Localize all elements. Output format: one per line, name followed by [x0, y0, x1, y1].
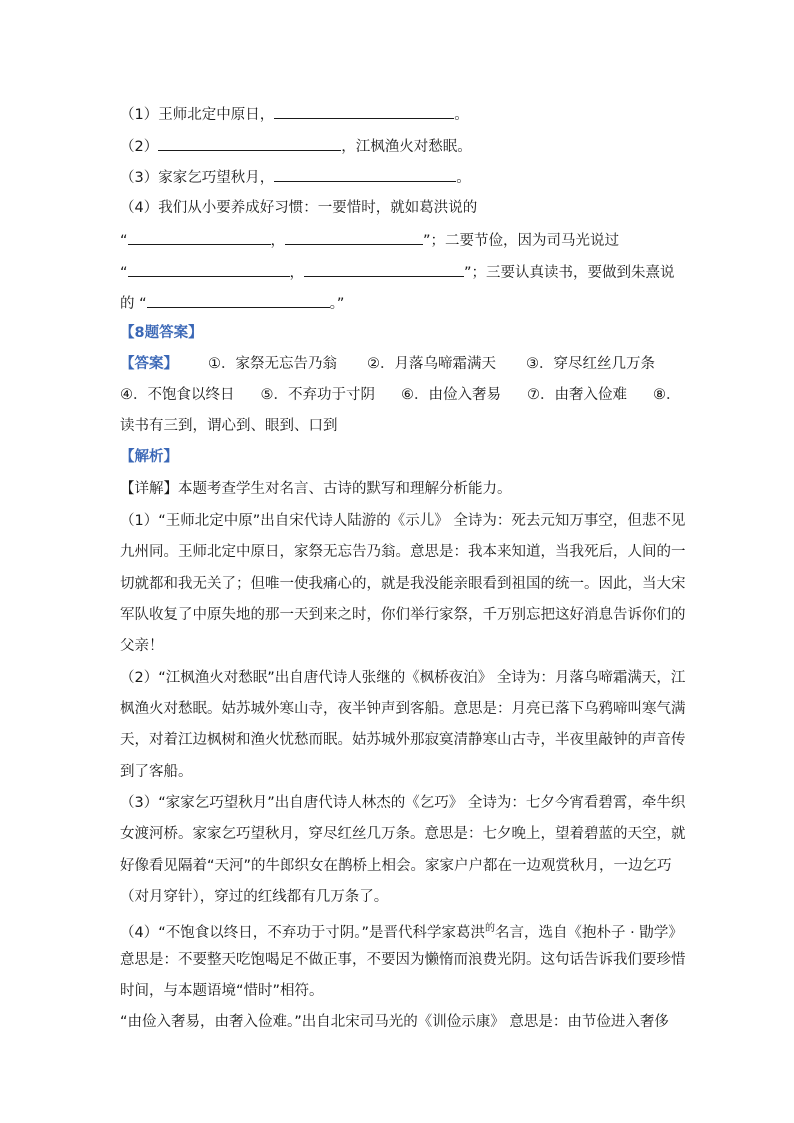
analysis-line: 军队收复了中原失地的那一天到来之时，你们举行家祭，千万别忘把这好消息告诉你们的	[120, 607, 686, 623]
analysis-line: （3）“家家乞巧望秋月”出自唐代诗人林杰的《乞巧》 全诗为：七夕今宵看碧霄，牵牛织	[120, 795, 686, 811]
analysis-line: （对月穿针），穿过的红线都有几万条了。	[120, 889, 389, 905]
question-1-prefix: （1）王师北定中原日，	[120, 107, 275, 123]
question-1-suffix: 。	[454, 107, 469, 123]
answer-blank	[304, 261, 464, 277]
open-quote: “	[120, 233, 128, 249]
analysis-line: 女渡河桥。家家乞巧望秋月，穿尽红丝几万条。意思是：七夕晚上，望着碧蓝的天空，就	[120, 826, 686, 842]
analysis-line: 切就都和我无关了；但唯一使我痛心的，就是我没能亲眼看到祖国的统一。因此，当大宋	[120, 576, 686, 592]
analysis-line: 时间，与本题语境“惜时”相符。	[120, 983, 324, 999]
question-3	[120, 166, 471, 188]
answer-blank	[128, 261, 290, 277]
question-3-prefix: （3）家家乞巧望秋月，	[120, 170, 275, 186]
question-2-suffix: ，江枫渔火对愁眠。	[341, 139, 472, 155]
answer-row-3: 读书有三到，谓心到、眼到、口到	[120, 418, 338, 434]
analysis-paragraph-4-line-1	[120, 919, 683, 943]
analysis-line: 意思是：不要整天吃饱喝足不做正事，不要因为懒惰而浪费光阴。这句话告诉我们要珍惜	[120, 952, 686, 968]
analysis-line: （2）“江枫渔火对愁眠”出自唐代诗人张继的《枫桥夜泊》 全诗为：月落乌啼霜满天，江	[120, 670, 686, 686]
question-1	[120, 103, 469, 125]
analysis-line: “由俭入奢易，由奢入俭难。”出自北宋司马光的《训俭示康》 意思是：由节俭进入奢侈	[120, 1014, 669, 1030]
analysis-title: 【解析】	[120, 449, 178, 465]
answer-item-1: ①．家祭无忘告乃翁	[208, 356, 337, 372]
question-4-line-1: （4）我们从小要养成好习惯：一要惜时，就如葛洪说的	[120, 200, 478, 216]
answer-blank	[274, 166, 456, 182]
answer-section-title: 【8题答案】	[120, 325, 203, 341]
answer-blank	[128, 229, 271, 245]
answer-blank	[147, 292, 330, 308]
analysis-text: 名言，选自《抱朴子 · 勖学》	[495, 925, 683, 941]
answer-item-3: ③．穿尽红丝几万条	[526, 356, 655, 372]
answer-item-6: ⑥．由俭入奢易	[401, 387, 501, 403]
answer-label: 【答案】	[120, 356, 178, 372]
analysis-line: 好像看见隔着“天河”的牛郎织女在鹊桥上相会。家家户户都在一边观赏秋月，一边乞巧	[120, 858, 672, 874]
answer-item-2: ②．月落乌啼霜满天	[367, 356, 496, 372]
analysis-line: （1）“王师北定中原”出自宋代诗人陆游的《示儿》 全诗为：死去元知万事空，但悲不见	[120, 513, 686, 529]
comma: ，	[289, 265, 305, 281]
close: 。”	[329, 296, 345, 312]
analysis-line: 枫渔火对愁眠。姑苏城外寒山寺，夜半钟声到客船。意思是：月亮已落下乌鸦啼叫寒气满	[120, 701, 686, 717]
analysis-line: 天，对着江边枫树和渔火忧愁而眠。姑苏城外那寂寞清静寒山古寺，半夜里敲钟的声音传	[120, 732, 686, 748]
question-4-line-3-tail: ”；三要认真读书，要做到朱熹说	[464, 265, 675, 281]
question-4-line-2-tail: ”；二要节俭，因为司马光说过	[423, 233, 620, 249]
analysis-line: 九州同。王师北定中原日，家祭无忘告乃翁。意思是：我本来知道，当我死后，人间的一	[120, 544, 686, 560]
question-2	[120, 135, 472, 157]
question-4-line-2	[120, 229, 619, 251]
comma: ，	[270, 233, 286, 249]
answer-blank	[158, 135, 341, 151]
answer-item-4: ④．不饱食以终日	[120, 387, 235, 403]
answer-row-2	[120, 385, 681, 405]
question-2-prefix: （2）	[120, 139, 159, 155]
question-4-line-4	[120, 292, 344, 314]
analysis-line: 【详解】本题考查学生对名言、古诗的默写和理解分析能力。	[120, 481, 512, 497]
open-quote: “	[120, 265, 128, 281]
analysis-superscript: 的	[485, 923, 495, 934]
answer-item-5: ⑤．不弃功于寸阴	[260, 387, 375, 403]
answer-item-7: ⑦．由奢入俭难	[527, 387, 627, 403]
analysis-line: 父亲！	[120, 638, 164, 654]
answer-blank	[274, 103, 454, 119]
answer-item-8: ⑧．	[653, 387, 681, 403]
analysis-line: 到了客船。	[120, 764, 193, 780]
answer-row-1	[120, 354, 655, 374]
answer-blank	[285, 229, 423, 245]
question-4-line-3	[120, 261, 675, 283]
analysis-text: （4）“不饱食以终日，不弃功于寸阴。”是晋代科学家葛洪	[120, 925, 485, 941]
question-3-suffix: 。	[456, 170, 471, 186]
prefix: 的 “	[120, 296, 147, 312]
